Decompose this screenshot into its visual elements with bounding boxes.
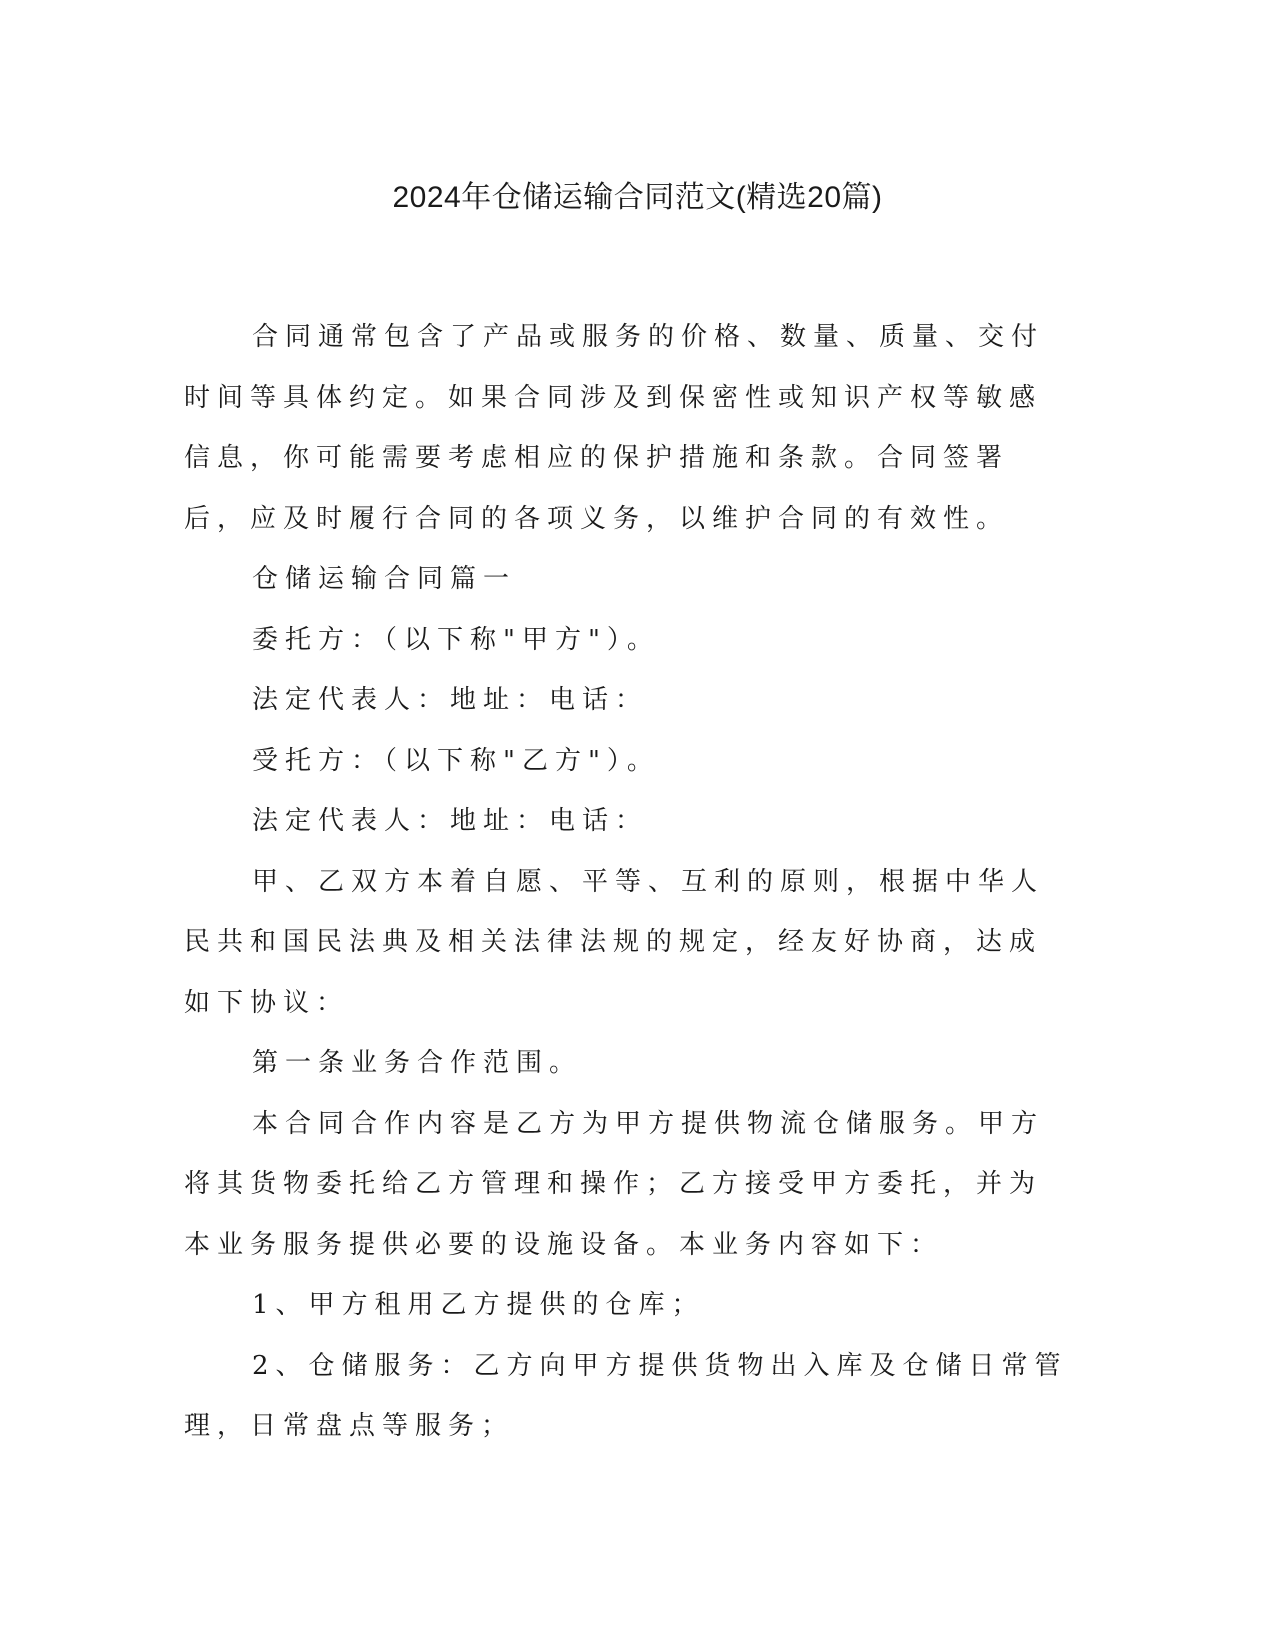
document-title: 2024年仓储运输合同范文(精选20篇) xyxy=(392,181,883,214)
paragraph-contractor-representative: 法定代表人：地址：电话： xyxy=(252,806,649,836)
paragraph-article-one: 第一条业务合作范围。 xyxy=(252,1048,583,1078)
paragraph-intro: 合同通常包含了产品或服务的价格、数量、质量、交付时间等具体约定。如果合同涉及到保密性或知识产权等敏感信息，你可能需要考虑相应的保护措施和条款。合同签署后，应及时履行合同的各项义务，以维护合同的有效性。 xyxy=(184,322,1045,534)
paragraph-client: 委托方：（以下称"甲方"）。 xyxy=(252,624,660,655)
paragraph-client-representative: 法定代表人：地址：电话： xyxy=(252,685,649,715)
paragraph-section-heading: 仓储运输合同篇一 xyxy=(252,564,517,594)
paragraph-agreement-basis: 甲、乙双方本着自愿、平等、互利的原则，根据中华人民共和国民法典及相关法律法规的规定，经友好协商，达成如下协议： xyxy=(184,866,1045,1018)
paragraph-cooperation-content: 本合同合作内容是乙方为甲方提供物流仓储服务。甲方将其货物委托给乙方管理和操作；乙方接受甲方委托，并为本业务服务提供必要的设施设备。本业务内容如下： xyxy=(184,1108,1045,1260)
document-body xyxy=(184,307,1074,1457)
paragraph-item-1: 1、甲方租用乙方提供的仓库； xyxy=(252,1290,705,1320)
paragraph-contractor: 受托方：（以下称"乙方"）。 xyxy=(252,745,660,776)
paragraph-item-2: 2、仓储服务：乙方向甲方提供货物出入库及仓储日常管理，日常盘点等服务； xyxy=(184,1350,1068,1441)
